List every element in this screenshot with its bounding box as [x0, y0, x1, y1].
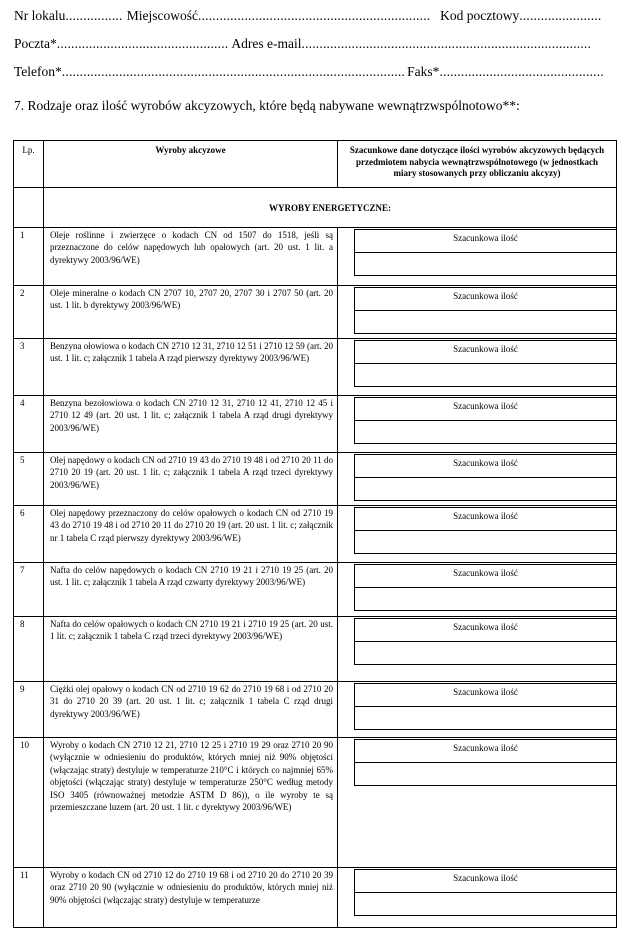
- row-description: Benzyna ołowiowa o kodach CN 2710 12 31, 2710 12 51 i 2710 12 59 (art. 20 ust. 1 lit. c; załącznik 1 tabela A rząd pierwszy dyrektywy 2003/96/WE): [44, 339, 338, 396]
- header-wyroby: Wyroby akcyzowe: [44, 141, 338, 188]
- row-description: Ciężki olej opałowy o kodach CN od 2710 19 62 do 2710 19 68 i od 2710 20 31 do 2710 20 39 (art. 20 ust. 1 lit. c; załącznik 1 tabela C rząd drugi dyrektywy 2003/96/WE): [44, 682, 338, 738]
- quantity-input[interactable]: [355, 478, 616, 500]
- quantity-input[interactable]: [355, 364, 616, 386]
- quantity-box: [354, 564, 616, 611]
- quantity-label: Szacunkowa ilość: [355, 870, 616, 893]
- quantity-label: Szacunkowa ilość: [355, 288, 616, 311]
- table-row: [14, 563, 617, 617]
- adres-email-field[interactable]: [302, 36, 592, 52]
- quantity-label: Szacunkowa ilość: [355, 398, 616, 421]
- quantity-label: Szacunkowa ilość: [355, 508, 616, 531]
- row-description: Wyroby o kodach CN od 2710 12 do 2710 19 68 i od 2710 20 do 2710 20 39 oraz 2710 20 90 (wyłącznie w odniesieniu do produktów, których mniej niż 90% objętości (włączając straty) destyluje w temperaturze: [44, 868, 338, 928]
- row-quantity-cell: [338, 396, 617, 453]
- quantity-label: Szacunkowa ilość: [355, 565, 616, 588]
- row-description: Nafta do celów opałowych o kodach CN 2710 19 21 i 2710 19 25 (art. 20 ust. 1 lit. c; załącznik 1 tabela C rząd trzeci dyrektywy 2003/96/WE): [44, 617, 338, 682]
- quantity-box: [354, 869, 616, 916]
- row-description: Oleje mineralne o kodach CN 2707 10, 2707 20, 2707 30 i 2707 50 (art. 20 ust. 1 lit. b dyrektywy 2003/96/WE): [44, 286, 338, 339]
- quantity-label: Szacunkowa ilość: [355, 619, 616, 642]
- row-description: Nafta do celów napędowych o kodach CN 2710 19 21 i 2710 19 25 (art. 20 ust. 1 lit. c; załącznik 1 tabela A rząd czwarty dyrektywy 2003/96/WE): [44, 563, 338, 617]
- row-number: 6: [14, 506, 44, 563]
- group-row: [14, 188, 617, 228]
- row-number: 8: [14, 617, 44, 682]
- row-number: 1: [14, 228, 44, 286]
- row-description: Wyroby o kodach CN 2710 12 21, 2710 12 25 i 2710 19 29 oraz 2710 20 90 (wyłącznie w odniesieniu do produktów, których mniej niż 90% objętości (włączając straty) destyluje w temperaturze 210°C i których co najmniej 65% objętości (włączając straty) destyluje w temperaturze 250°C według metody ISO 3405 (równoważnej metodzie ASTM D 86)), o ile wyroby te są przemieszczane luzem (art. 20 ust. 1 lit. c dyrektywy 2003/96/WE): [44, 738, 338, 868]
- row-number: 10: [14, 738, 44, 868]
- contact-line-1: [14, 8, 601, 24]
- contact-line-2: [14, 36, 592, 52]
- adres-email-label: Adres e-mail: [231, 36, 302, 51]
- header-lp: Lp.: [14, 141, 44, 188]
- table-row: [14, 506, 617, 563]
- quantity-box: [354, 739, 616, 786]
- quantity-box: [354, 340, 616, 387]
- header-szacunkowe: Szacunkowe dane dotyczące ilości wyrobów akcyzowych będących przedmiotem nabycia wewnątrzwspólnotowego (w jednostkach miary stosowanych przy obliczaniu akcyzy): [338, 141, 617, 188]
- row-description: Oleje roślinne i zwierzęce o kodach CN od 1507 do 1518, jeśli są przeznaczone do celów napędowych lub opałowych (art. 20 ust. 1 lit. a dyrektywy 2003/96/WE): [44, 228, 338, 286]
- quantity-box: [354, 618, 616, 665]
- table-row: [14, 453, 617, 506]
- row-number: 7: [14, 563, 44, 617]
- row-quantity-cell: [338, 617, 617, 682]
- group-label: WYROBY ENERGETYCZNE:: [44, 188, 617, 228]
- nr-lokalu-label: Nr lokalu: [14, 8, 66, 23]
- quantity-input[interactable]: [355, 707, 616, 729]
- row-number: 4: [14, 396, 44, 453]
- row-number: 3: [14, 339, 44, 396]
- group-lp-cell: [14, 188, 44, 228]
- row-number: 2: [14, 286, 44, 339]
- poczta-label: Poczta*: [14, 36, 57, 51]
- table-row: [14, 868, 617, 928]
- quantity-box: [354, 397, 616, 444]
- row-quantity-cell: [338, 682, 617, 738]
- quantity-input[interactable]: [355, 421, 616, 443]
- telefon-label: Telefon*: [14, 64, 62, 79]
- row-quantity-cell: [338, 738, 617, 868]
- miejscowosc-label: Miejscowość: [126, 8, 198, 23]
- row-number: 9: [14, 682, 44, 738]
- row-number: 5: [14, 453, 44, 506]
- row-quantity-cell: [338, 228, 617, 286]
- quantity-label: Szacunkowa ilość: [355, 341, 616, 364]
- quantity-input[interactable]: [355, 642, 616, 664]
- row-quantity-cell: [338, 506, 617, 563]
- section-7-title: 7. Rodzaje oraz ilość wyrobów akcyzowych, które będą nabywane wewnątrzwspólnotowo**:: [14, 98, 520, 113]
- quantity-label: Szacunkowa ilość: [355, 684, 616, 707]
- quantity-box: [354, 507, 616, 554]
- poczta-field[interactable]: [57, 36, 229, 52]
- quantity-box: [354, 683, 616, 730]
- header-row: [14, 141, 617, 188]
- row-description: Olej napędowy o kodach CN od 2710 19 43 do 2710 19 48 i od 2710 20 11 do 2710 20 19 (art. 20 ust. 1 lit. c; załącznik 1 tabela A rząd trzeci dyrektywy 2003/96/WE): [44, 453, 338, 506]
- table-row: [14, 682, 617, 738]
- row-quantity-cell: [338, 339, 617, 396]
- kod-pocztowy-label: Kod pocztowy: [440, 8, 520, 23]
- quantity-label: Szacunkowa ilość: [355, 230, 616, 253]
- table-row: [14, 396, 617, 453]
- nr-lokalu-field[interactable]: [65, 8, 123, 24]
- quantity-input[interactable]: [355, 531, 616, 553]
- quantity-input[interactable]: [355, 311, 616, 333]
- table-row: [14, 339, 617, 396]
- kod-pocztowy-field[interactable]: [519, 8, 601, 24]
- table-row: [14, 617, 617, 682]
- row-quantity-cell: [338, 453, 617, 506]
- faks-field[interactable]: [439, 64, 603, 80]
- quantity-box: [354, 287, 616, 334]
- row-quantity-cell: [338, 868, 617, 928]
- quantity-label: Szacunkowa ilość: [355, 455, 616, 478]
- quantity-input[interactable]: [355, 588, 616, 610]
- miejscowosc-field[interactable]: [198, 8, 430, 24]
- telefon-field[interactable]: [62, 64, 404, 80]
- table-row: [14, 286, 617, 339]
- quantity-input[interactable]: [355, 253, 616, 275]
- excise-goods-table: [13, 140, 617, 928]
- quantity-box: [354, 454, 616, 501]
- row-description: Benzyna bezołowiowa o kodach CN 2710 12 31, 2710 12 41, 2710 12 45 i 2710 12 49 (art. 20 ust. 1 lit. c; załącznik 1 tabela A rząd drugi dyrektywy 2003/96/WE): [44, 396, 338, 453]
- table-row: [14, 228, 617, 286]
- row-quantity-cell: [338, 286, 617, 339]
- table-row: [14, 738, 617, 868]
- quantity-box: [354, 229, 616, 276]
- row-quantity-cell: [338, 563, 617, 617]
- quantity-input[interactable]: [355, 893, 616, 915]
- row-number: 11: [14, 868, 44, 928]
- faks-label: Faks*: [407, 64, 440, 79]
- row-description: Olej napędowy przeznaczony do celów opałowych o kodach CN od 2710 19 43 do 2710 19 48 i od 2710 20 11 do 2710 20 19 (art. 20 ust. 1 lit. c; załącznik nr 1 tabela C rząd pierwszy dyrektywy 2003/96/WE): [44, 506, 338, 563]
- quantity-input[interactable]: [355, 763, 616, 785]
- quantity-label: Szacunkowa ilość: [355, 740, 616, 763]
- contact-line-3: [14, 64, 603, 80]
